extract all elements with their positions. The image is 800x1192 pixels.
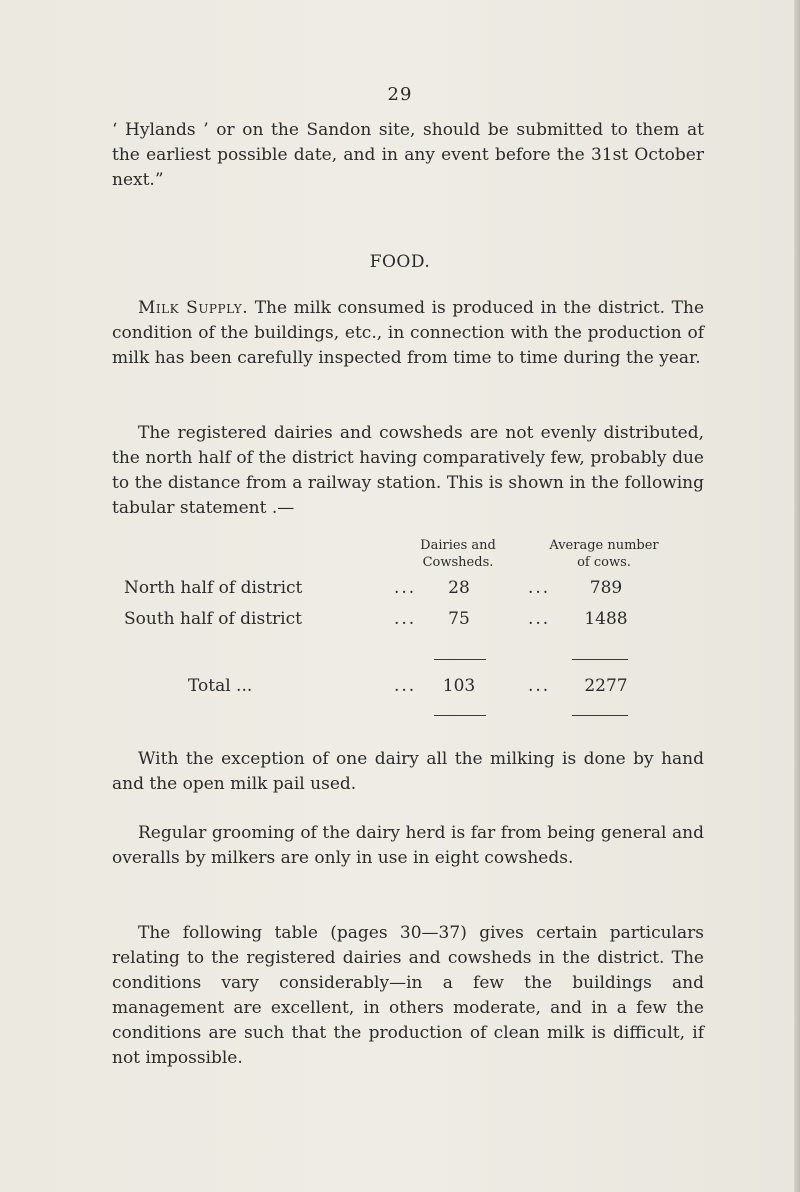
leader-dots: ... bbox=[394, 609, 417, 629]
leader-dots: ... bbox=[394, 676, 417, 696]
table-row-label: North half of district bbox=[124, 578, 303, 598]
table-cell-dairies: 28 bbox=[448, 578, 470, 598]
grooming-paragraph: Regular grooming of the dairy herd is far from being general and overalls by milkers are only in use in eight cowsheds. bbox=[112, 823, 704, 868]
section-heading: FOOD. bbox=[369, 252, 431, 272]
sum-rule bbox=[434, 659, 486, 660]
col-header-dairies: Dairies and Cowsheds. bbox=[420, 538, 496, 570]
exception-paragraph: With the exception of one dairy all the milking is done by hand and the open milk pail used. bbox=[112, 749, 704, 794]
milk-supply-text: The milk consumed is produced in the district. The condition of the buildings, etc., in connection with the production of milk has been carefully inspected from time to time during the year. bbox=[112, 298, 704, 368]
table-total-label: Total ... bbox=[188, 676, 253, 696]
registered-dairies-paragraph: The registered dairies and cowsheds are not evenly distributed, the north half of the district having comparatively few, probably due to the distance from a railway station. This is shown in the following tabular statement .— bbox=[112, 423, 704, 518]
milk-supply-lead: Milk Supply. bbox=[138, 298, 249, 318]
table-cell-cows: 1488 bbox=[584, 609, 628, 629]
total-rule bbox=[434, 715, 486, 716]
total-rule bbox=[572, 715, 628, 716]
table-total-dairies: 103 bbox=[442, 676, 476, 696]
leader-dots: ... bbox=[528, 609, 551, 629]
sum-rule bbox=[572, 659, 628, 660]
page-number: 29 bbox=[387, 84, 413, 105]
table-cell-dairies: 75 bbox=[448, 609, 470, 629]
following-table-paragraph: The following table (pages 30—37) gives certain particulars relating to the registered dairies and cowsheds in the district. The conditions vary considerably—in a few the buildings and management are excellent, in others moderate, and in a few the conditions are such that the production of clean milk is difficult, if not impossible. bbox=[112, 923, 704, 1068]
milk-supply-paragraph bbox=[112, 296, 704, 371]
table-row-label: South half of district bbox=[124, 609, 302, 629]
table-cell-cows: 789 bbox=[589, 578, 623, 598]
leader-dots: ... bbox=[528, 676, 551, 696]
table-total-cows: 2277 bbox=[584, 676, 628, 696]
leader-dots: ... bbox=[528, 578, 551, 598]
col-header-cows: Average number of cows. bbox=[549, 538, 659, 570]
continuation-paragraph: ‘ Hylands ’ or on the Sandon site, should be submitted to them at the earliest possible date, and in any event before the 31st October next.” bbox=[112, 120, 704, 190]
page-edge bbox=[794, 0, 800, 1192]
leader-dots: ... bbox=[394, 578, 417, 598]
